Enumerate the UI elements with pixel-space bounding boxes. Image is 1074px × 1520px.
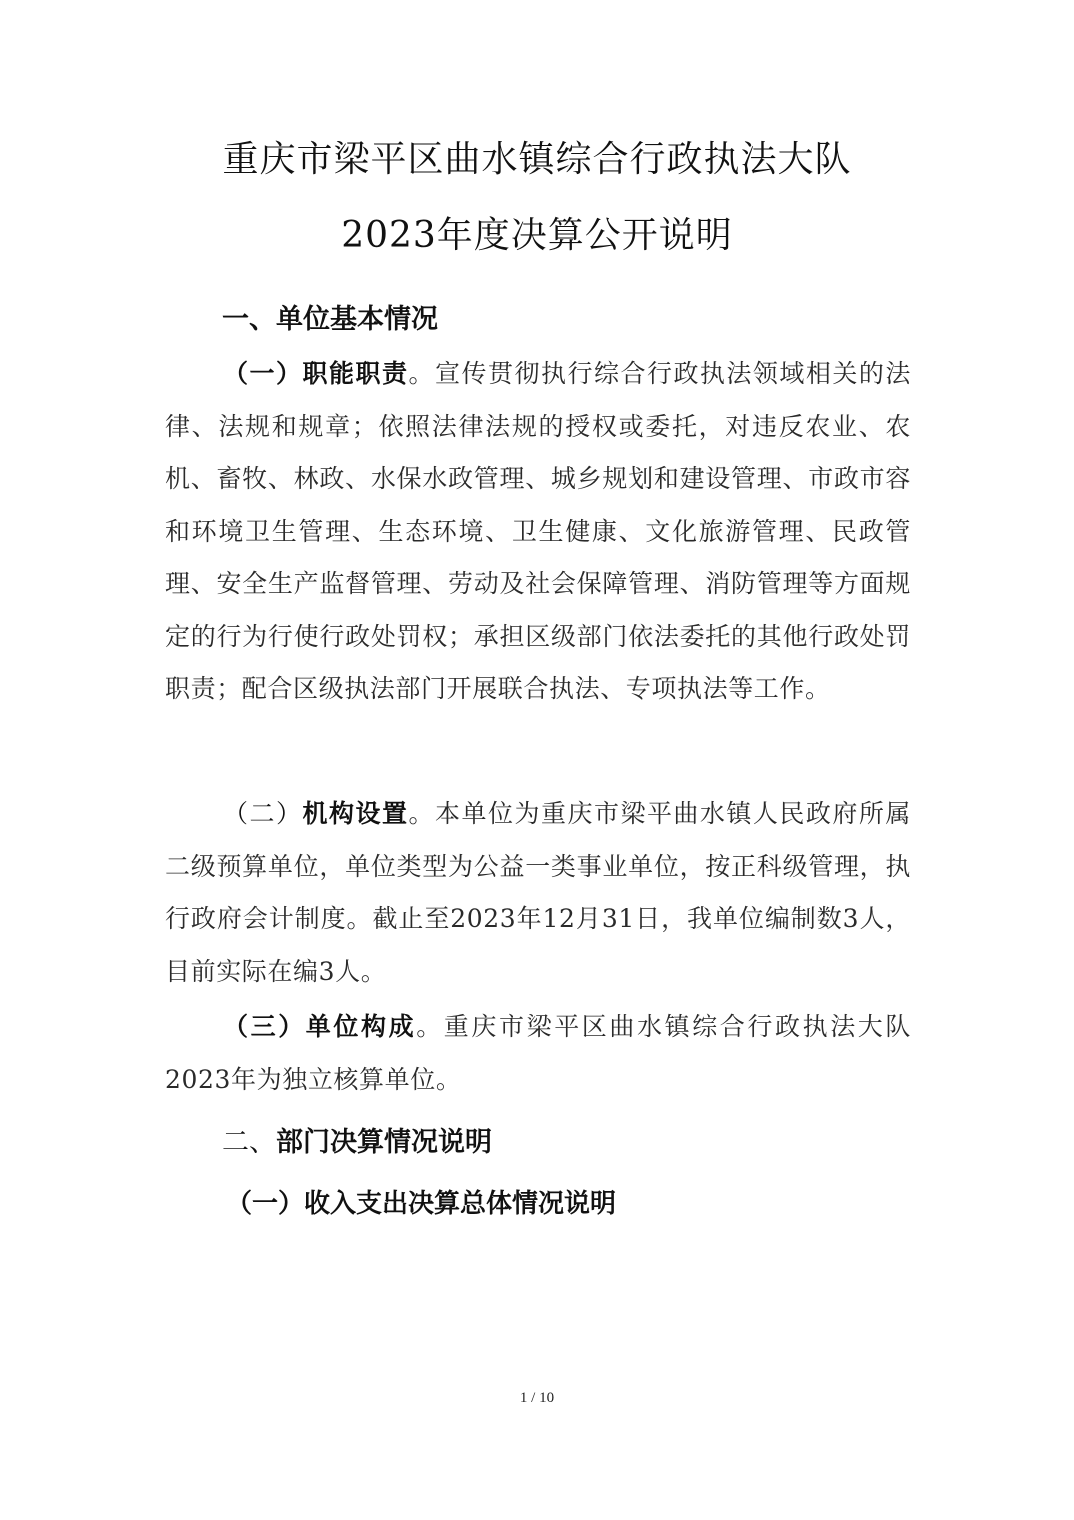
paragraph-lead-functions: （一）职能职责	[223, 359, 409, 388]
section-heading-text: 部门决算情况说明	[276, 1127, 492, 1158]
document-title-line1: 重庆市梁平区曲水镇综合行政执法大队	[222, 139, 852, 180]
paragraph-lead-organization: 机构设置	[302, 799, 409, 828]
paragraph-lead-number-organization: （二）	[223, 799, 303, 828]
paragraph-composition	[165, 1001, 911, 1106]
paragraph-text-organization: 。本单位为重庆市梁平曲水镇人民政府所属二级预算单位，单位类型为公益一类事业单位，按正科级管理，执行政府会计制度。截止至2023年12月31日，我单位编制数3人，目前实际在编3人。	[165, 799, 911, 986]
section-heading-basic-info: 一、单位基本情况	[222, 304, 438, 335]
document-title-line2: 2023年度决算公开说明	[341, 215, 733, 256]
paragraph-functions	[165, 348, 911, 716]
subheading-income-expense: （一）收入支出决算总体情况说明	[226, 1189, 617, 1219]
page-number: 1 / 10	[519, 1390, 555, 1406]
paragraph-text-composition: 。重庆市梁平区曲水镇综合行政执法大队2023年为独立核算单位。	[165, 1012, 911, 1094]
paragraph-organization	[165, 788, 911, 998]
paragraph-text-functions: 。宣传贯彻执行综合行政执法领域相关的法律、法规和规章；依照法律法规的授权或委托，对违反农业、农机、畜牧、林政、水保水政管理、城乡规划和建设管理、市政市容和环境卫生管理、生态环境、卫生健康、文化旅游管理、民政管理、安全生产监督管理、劳动及社会保障管理、消防管理等方面规定的行为行使行政处罚权；承担区级部门依法委托的其他行政处罚职责；配合区级执法部门开展联合执法、专项执法等工作。	[165, 359, 912, 703]
section-heading-number: 二、	[222, 1127, 276, 1158]
section-heading-budget	[222, 1125, 492, 1161]
paragraph-lead-composition: （三）单位构成	[223, 1012, 417, 1041]
